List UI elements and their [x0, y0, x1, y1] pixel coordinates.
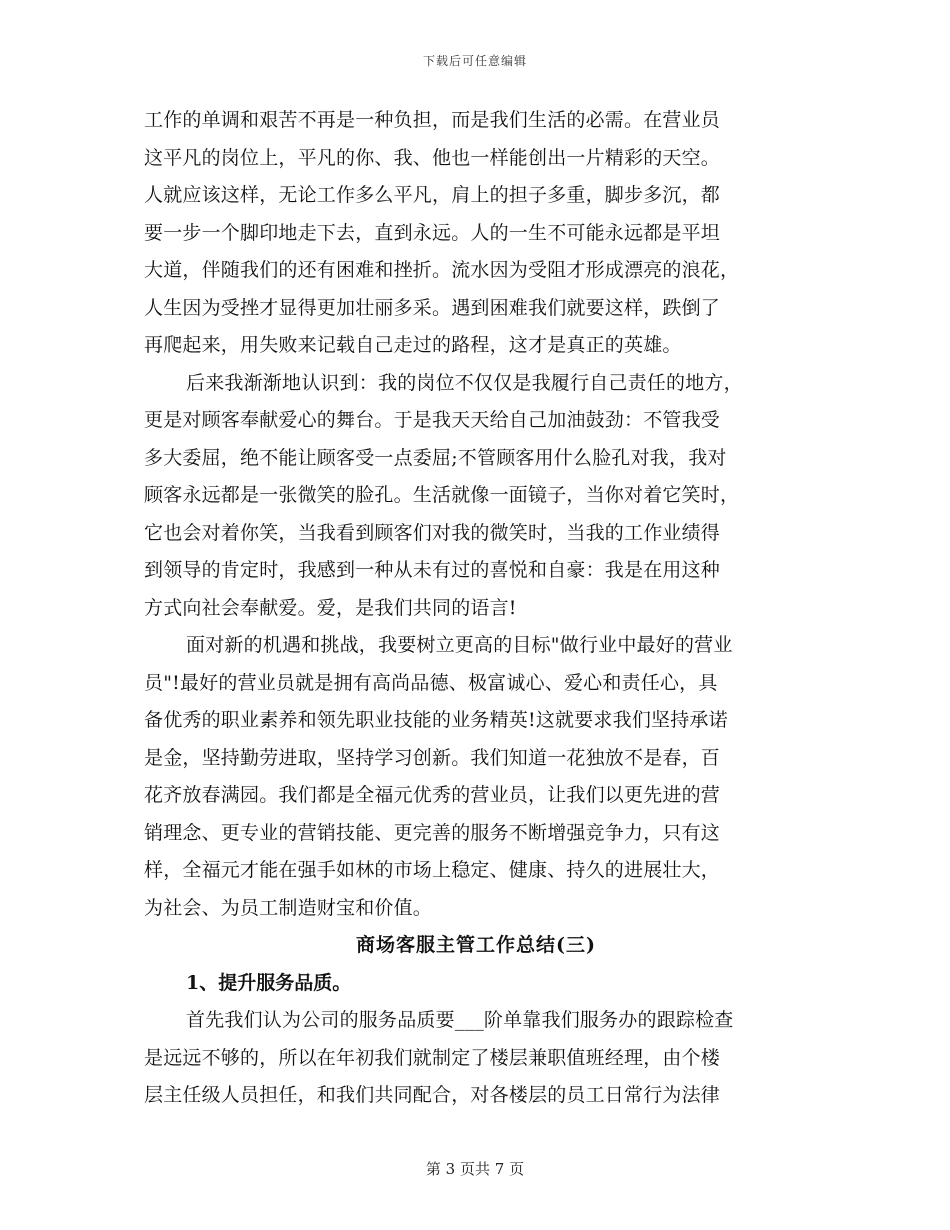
text-line: 要一步一个脚印地走下去，直到永远。人的一生不可能永远都是平坦 — [144, 221, 721, 244]
text-line: 更是对顾客奉献爱心的舞台。于是我天天给自己加油鼓劲：不管我受 — [144, 409, 721, 431]
text-line: 层主任级人员担任，和我们共同配合，对各楼层的员工日常行为法律 — [144, 1084, 721, 1106]
text-line: 员"!最好的营业员就是拥有高尚品德、极富诚心、爱心和责任心，具 — [144, 671, 718, 694]
text-line: 样，全福元才能在强手如林的市场上稳定、健康、持久的进展壮大， — [144, 859, 721, 881]
text-line: 再爬起来，用失败来记载自己走过的路程，这才是真正的英雄。 — [144, 334, 682, 356]
text-line: 为社会、为员工制造财宝和价值。 — [144, 896, 433, 919]
text-line: 是远远不够的，所以在年初我们就制定了楼层兼职值班经理，由个楼 — [144, 1046, 721, 1069]
text-line: 人就应该这样，无论工作多么平凡，肩上的担子多重，脚步多沉，都 — [144, 184, 721, 206]
text-line: 花齐放春满园。我们都是全福元优秀的营业员，让我们以更先进的营 — [144, 784, 721, 806]
document-body — [144, 102, 808, 1115]
text-line: 是金，坚持勤劳进取，坚持学习创新。我们知道一花独放不是春，百 — [144, 746, 721, 769]
text-line: 备优秀的职业素养和领先职业技能的业务精英!这就要求我们坚持承诺 — [144, 709, 728, 731]
text-line: 方式向社会奉献爱。爱，是我们共同的语言! — [144, 596, 517, 619]
text-line: 到领导的肯定时，我感到一种从未有过的喜悦和自豪：我是在用这种 — [144, 559, 721, 581]
text-line: 首先我们认为公司的服务品质要___阶单靠我们服务办的跟踪检查 — [186, 1009, 734, 1031]
subsection-title: 1、提升服务品质。 — [186, 971, 352, 994]
text-line: 它也会对着你笑，当我看到顾客们对我的微笑时，当我的工作业绩得 — [144, 521, 721, 544]
text-line: 这平凡的岗位上，平凡的你、我、他也一样能创出一片精彩的天空。 — [144, 146, 721, 169]
text-line: 顾客永远都是一张微笑的脸孔。生活就像一面镜子，当你对着它笑时， — [144, 484, 740, 506]
text-line: 工作的单调和艰苦不再是一种负担，而是我们生活的必需。在营业员 — [144, 109, 721, 131]
text-line: 人生因为受挫才显得更加壮丽多采。遇到困难我们就要这样，跌倒了 — [144, 296, 721, 319]
page-header: 下载后可任意编辑 — [422, 54, 527, 68]
paragraph-2 — [144, 365, 808, 628]
paragraph-4 — [144, 1002, 808, 1115]
section-title: 商场客服主管工作总结(三) — [356, 934, 596, 956]
text-line: 销理念、更专业的营销技能、更完善的服务不断增强竞争力，只有这 — [144, 821, 721, 844]
paragraph-3 — [144, 627, 808, 927]
page-footer: 第 3 页共 7 页 — [425, 1160, 525, 1178]
text-line: 大道，伴随我们的还有困难和挫折。流水因为受阻才形成漂亮的浪花， — [144, 259, 740, 281]
text-line: 面对新的机遇和挑战，我要树立更高的目标"做行业中最好的营业 — [186, 634, 733, 656]
paragraph-1 — [144, 102, 808, 365]
text-line: 后来我渐渐地认识到：我的岗位不仅仅是我履行自己责任的地方， — [186, 371, 743, 394]
text-line: 多大委屈，绝不能让顾客受一点委屈;不管顾客用什么脸孔对我，我对 — [144, 446, 727, 469]
